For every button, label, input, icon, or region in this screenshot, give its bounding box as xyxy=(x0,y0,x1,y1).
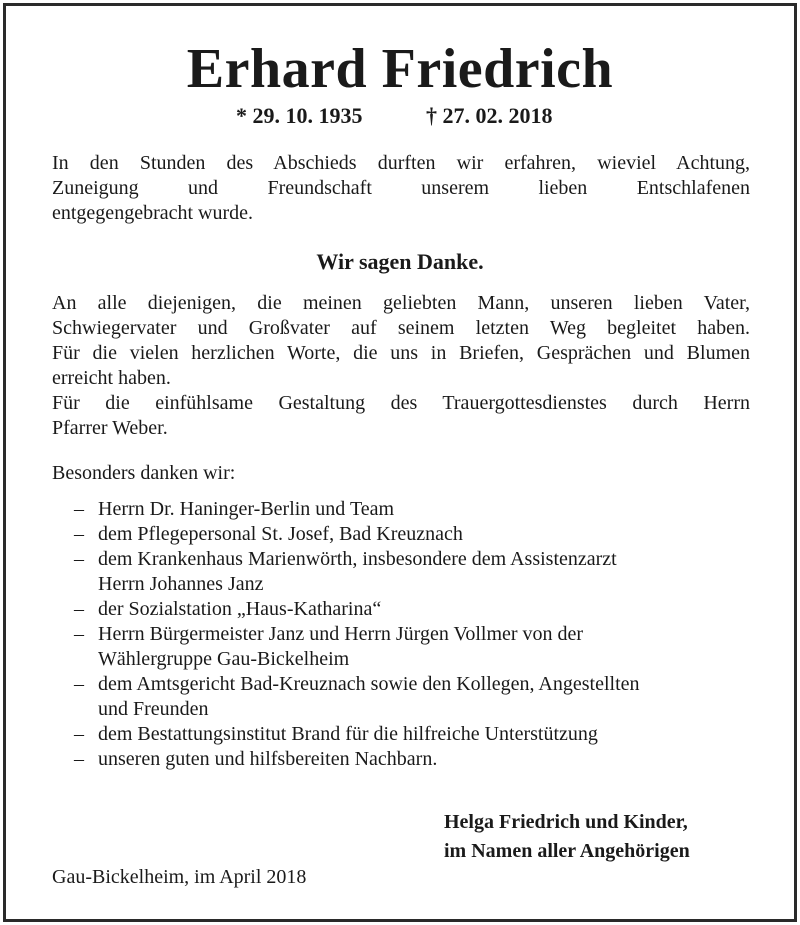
list-item xyxy=(52,722,750,747)
life-dates xyxy=(0,103,800,133)
thanks-line: Für die einfühlsame Gestaltung des Trauergottesdienstes durch Herrn xyxy=(52,392,750,414)
intro-paragraph xyxy=(52,151,750,226)
thanks-line: erreicht haben. xyxy=(52,367,171,389)
intro-line: entgegengebracht wurde. xyxy=(52,202,254,224)
intro-line: In den Stunden des Abschieds durften wir erfahren, wieviel Achtung, xyxy=(52,152,750,174)
list-item-text: und Freunden xyxy=(98,698,209,720)
thanks-line: Für die vielen herzlichen Worte, die uns in Briefen, Gesprächen und Blumen xyxy=(52,342,750,364)
list-item-text: unseren guten und hilfsbereiten Nachbarn. xyxy=(98,748,438,770)
list-item-text: Herrn Johannes Janz xyxy=(98,573,264,595)
list-dash: – xyxy=(74,673,84,695)
list-item-text: Wählergruppe Gau-Bickelheim xyxy=(98,648,350,670)
list-item xyxy=(52,747,750,772)
list-item-text: der Sozialstation „Haus-Katharina“ xyxy=(98,598,382,620)
thanks-heading: Wir sagen Danke. xyxy=(316,249,484,274)
list-item-text: Herrn Dr. Haninger-Berlin und Team xyxy=(98,498,395,520)
thanks-line: Pfarrer Weber. xyxy=(52,417,168,439)
list-dash: – xyxy=(74,498,84,520)
list-dash: – xyxy=(74,548,84,570)
signature-line: Helga Friedrich und Kinder, xyxy=(444,811,688,833)
thanks-line: Schwiegervater und Großvater auf seinem letzten Weg begleitet haben. xyxy=(52,317,750,339)
signature-line: im Namen aller Angehörigen xyxy=(444,840,690,862)
list-item xyxy=(52,672,750,722)
list-dash: – xyxy=(74,748,84,770)
list-item-text: dem Pflegepersonal St. Josef, Bad Kreuznach xyxy=(98,523,463,545)
birth-date: * 29. 10. 1935 xyxy=(236,103,363,128)
list-item-text: Herrn Bürgermeister Janz und Herrn Jürgen Vollmer von der xyxy=(98,623,584,645)
deceased-name: Erhard Friedrich xyxy=(186,38,614,100)
thanks-paragraph xyxy=(52,291,750,441)
thanks-list xyxy=(52,497,750,772)
signature xyxy=(444,808,690,866)
list-dash: – xyxy=(74,598,84,620)
intro-line: Zuneigung und Freundschaft unserem lieben Entschlafenen xyxy=(52,177,750,199)
list-item-text: dem Krankenhaus Marienwörth, insbesondere dem Assistenzarzt xyxy=(98,548,617,570)
list-dash: – xyxy=(74,523,84,545)
list-item xyxy=(52,522,750,547)
list-item-text: dem Amtsgericht Bad-Kreuznach sowie den Kollegen, Angestellten xyxy=(98,673,640,695)
list-item xyxy=(52,597,750,622)
place-date: Gau-Bickelheim, im April 2018 xyxy=(52,866,307,888)
list-item-text: dem Bestattungsinstitut Brand für die hilfreiche Unterstützung xyxy=(98,723,598,745)
list-dash: – xyxy=(74,623,84,645)
list-item xyxy=(52,547,750,597)
thanks-line: An alle diejenigen, die meinen geliebten Mann, unseren lieben Vater, xyxy=(52,292,750,314)
list-item xyxy=(52,497,750,522)
death-date: † 27. 02. 2018 xyxy=(426,103,553,128)
list-item xyxy=(52,622,750,672)
special-thanks-intro: Besonders danken wir: xyxy=(52,462,236,484)
list-dash: – xyxy=(74,723,84,745)
